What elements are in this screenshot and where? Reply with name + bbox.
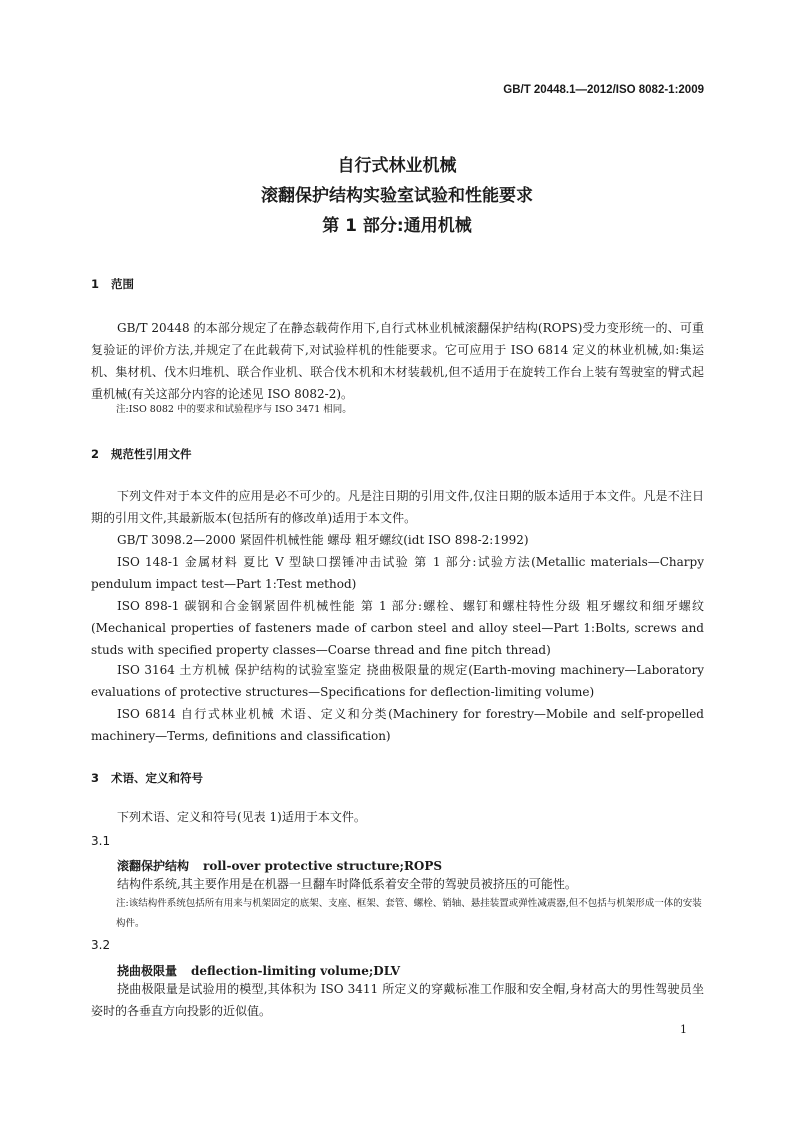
term-number: 3.2 bbox=[91, 938, 111, 952]
document-title bbox=[0, 151, 794, 241]
section-number: 3 bbox=[91, 771, 100, 785]
section-3-heading bbox=[91, 770, 203, 786]
title-line-2: 滚翻保护结构实验室试验和性能要求 bbox=[261, 186, 533, 206]
reference-item: ISO 3164 土方机械 保护结构的试验室鉴定 挠曲极限量的规定(Earth-moving machinery—Laboratory evaluations of protective structures—Specifications for deflection-limiting volume) bbox=[91, 663, 704, 699]
term-chinese: 挠曲极限量 bbox=[117, 964, 178, 978]
title-line-1: 自行式林业机械 bbox=[337, 156, 457, 176]
reference-item: ISO 148-1 金属材料 夏比 V 型缺口摆锤冲击试验 第 1 部分:试验方法(Metallic materials—Charpy pendulum impact test—Part 1:Test method) bbox=[91, 555, 704, 591]
scope-paragraph: GB/T 20448 的本部分规定了在静态载荷作用下,自行式林业机械滚翻保护结构(ROPS)受力变形统一的、可重复验证的评价方法,并规定了在此载荷下,对试验样机的性能要求。它可应用于 ISO 6814 定义的林业机械,如:集运机、集材机、伐木归堆机、联合作业机、联合伐木机和木材装载机,但不适用于在旋转工作台上装有驾驶室的臂式起重机械(有关这部分内容的论述见 ISO 8082-2)。 bbox=[91, 321, 704, 401]
scope-note: 注:ISO 8082 中的要求和试验程序与 ISO 3471 相同。 bbox=[116, 404, 352, 415]
term-number: 3.1 bbox=[91, 834, 111, 848]
term-heading bbox=[117, 962, 400, 979]
standard-code: GB/T 20448.1—2012/ISO 8082-1:2009 bbox=[503, 84, 704, 96]
reference-item: GB/T 3098.2—2000 紧固件机械性能 螺母 粗牙螺纹(idt ISO 898-2:1992) bbox=[117, 533, 529, 547]
section-number: 2 bbox=[91, 447, 100, 461]
page-number: 1 bbox=[680, 1023, 687, 1036]
section-title: 范围 bbox=[111, 277, 134, 291]
terms-intro: 下列术语、定义和符号(见表 1)适用于本文件。 bbox=[117, 810, 366, 824]
reference-item: ISO 898-1 碳钢和合金钢紧固件机械性能 第 1 部分:螺栓、螺钉和螺柱特性分级 粗牙螺纹和细牙螺纹(Mechanical properties of fasteners made of carbon steel and alloy steel—Part 1:Bolts, screws and studs with specified property classes—Coarse thread and fine pitch thread) bbox=[91, 599, 704, 657]
section-2-heading bbox=[91, 446, 192, 462]
term-definition: 结构件系统,其主要作用是在机器一旦翻车时降低系着安全带的驾驶员被挤压的可能性。 bbox=[117, 877, 577, 891]
section-number: 1 bbox=[91, 277, 100, 291]
normative-intro: 下列文件对于本文件的应用是必不可少的。凡是注日期的引用文件,仅注日期的版本适用于本文件。凡是不注日期的引用文件,其最新版本(包括所有的修改单)适用于本文件。 bbox=[91, 489, 704, 525]
reference-item: ISO 6814 自行式林业机械 术语、定义和分类(Machinery for forestry—Mobile and self-propelled machinery—Terms, definitions and classification) bbox=[91, 707, 704, 743]
section-1-heading bbox=[91, 276, 134, 292]
term-note: 注:该结构件系统包括所有用来与机架固定的底架、支座、框架、套管、螺栓、销轴、悬挂装置或弹性减震器,但不包括与机架形成一体的安装构件。 bbox=[116, 898, 702, 929]
term-definition: 挠曲极限量是试验用的模型,其体积为 ISO 3411 所定义的穿戴标准工作服和安全帽,身材高大的男性驾驶员坐姿时的各垂直方向投影的近似值。 bbox=[91, 982, 704, 1018]
title-line-3: 第 1 部分:通用机械 bbox=[322, 216, 472, 236]
term-heading bbox=[117, 857, 442, 874]
term-english: deflection-limiting volume;DLV bbox=[191, 964, 401, 978]
section-title: 规范性引用文件 bbox=[111, 447, 192, 461]
term-chinese: 滚翻保护结构 bbox=[117, 859, 190, 873]
term-english: roll-over protective structure;ROPS bbox=[203, 859, 443, 873]
section-title: 术语、定义和符号 bbox=[111, 771, 203, 785]
